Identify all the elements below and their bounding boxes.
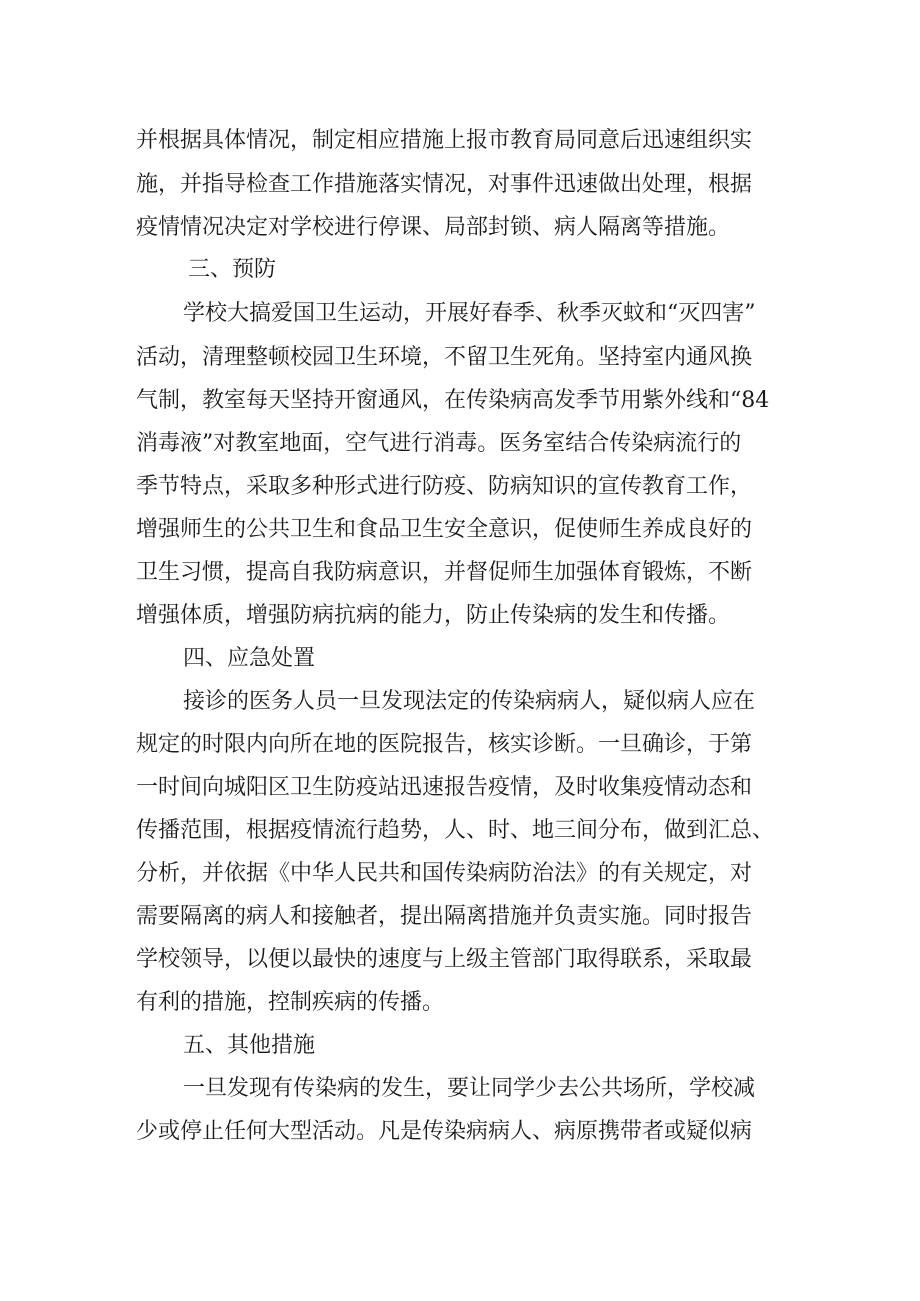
paragraph-line: 一旦发现有传染病的发生，要让同学少去公共场所，学校减 xyxy=(183,1076,756,1101)
paragraph-line: 活动，清理整顿校园卫生环境，不留卫生死角。坚持室内通风换 xyxy=(136,345,753,370)
paragraph-line: 卫生习惯，提高自我防病意识，并督促师生加强体育锻炼，不断 xyxy=(136,560,753,585)
paragraph-line: 增强体质，增强防病抗病的能力，防止传染病的发生和传播。 xyxy=(136,603,731,628)
paragraph-line: 增强师生的公共卫生和食品卫生安全意识，促使师生养成良好的 xyxy=(136,517,753,542)
paragraph-line: 并根据具体情况，制定相应措施上报市教育局同意后迅速组织实 xyxy=(136,128,753,153)
paragraph-line: 消毒液”对教室地面，空气进行消毒。医务室结合传染病流行的 xyxy=(136,431,742,456)
paragraph-line: 一时间向城阳区卫生防疫站迅速报告疫情，及时收集疫情动态和 xyxy=(136,775,753,800)
section-heading-prevention: 三、预防 xyxy=(188,257,277,282)
paragraph-line: 学校大搞爱国卫生运动，开展好春季、秋季灭蚊和“灭四害” xyxy=(183,301,756,326)
paragraph-line: 施，并指导检查工作措施落实情况，对事件迅速做出处理，根据 xyxy=(136,172,753,197)
section-heading-other: 五、其他措施 xyxy=(183,1033,316,1058)
paragraph-line: 接诊的医务人员一旦发现法定的传染病病人，疑似病人应在 xyxy=(183,689,756,714)
paragraph-line: 学校领导，以便以最快的速度与上级主管部门取得联系，采取最 xyxy=(136,947,753,972)
paragraph-line: 气制，教室每天坚持开窗通风，在传染病高发季节用紫外线和“84 xyxy=(136,388,770,413)
paragraph-line: 规定的时限内向所在地的医院报告，核实诊断。一旦确诊，于第 xyxy=(136,732,753,757)
paragraph-line: 有利的措施，控制疾病的传播。 xyxy=(136,990,445,1015)
section-heading-emergency: 四、应急处置 xyxy=(183,646,316,671)
paragraph-line: 少或停止任何大型活动。凡是传染病病人、病原携带者或疑似病 xyxy=(136,1119,753,1144)
paragraph-line: 季节特点，采取多种形式进行防疫、防病知识的宣传教育工作， xyxy=(136,474,753,499)
paragraph-line: 需要隔离的病人和接触者，提出隔离措施并负责实施。同时报告 xyxy=(136,904,753,929)
paragraph-line: 疫情情况决定对学校进行停课、局部封锁、病人隔离等措施。 xyxy=(136,215,731,240)
paragraph-line: 传播范围，根据疫情流行趋势，人、时、地三间分布，做到汇总、 xyxy=(136,818,775,843)
paragraph-line: 分析，并依据《中华人民共和国传染病防治法》的有关规定，对 xyxy=(136,861,753,886)
